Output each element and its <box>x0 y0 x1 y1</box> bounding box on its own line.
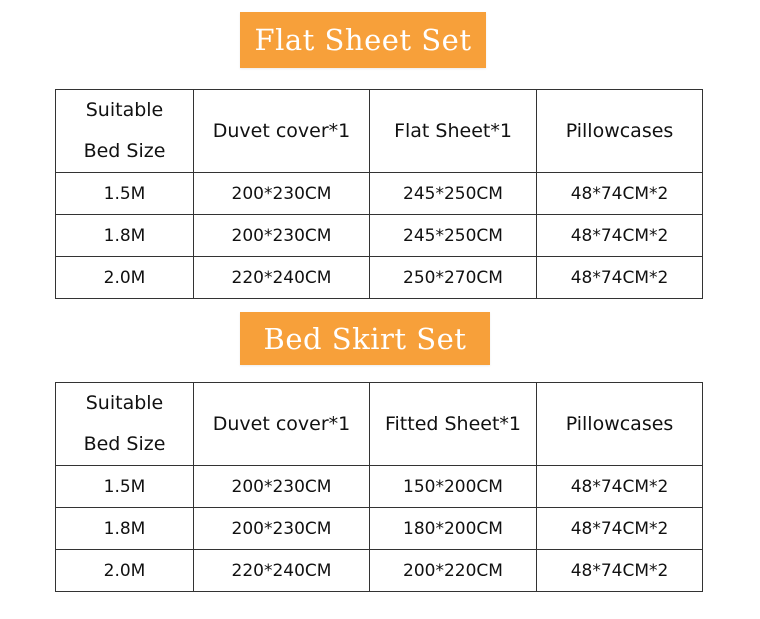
table-cell: 1.8M <box>56 508 194 550</box>
table-cell: 200*230CM <box>194 466 370 508</box>
table-cell: 2.0M <box>56 550 194 592</box>
header-duvet-cover: Duvet cover*1 <box>194 90 370 173</box>
table-cell: 1.5M <box>56 173 194 215</box>
header-text: Suitable <box>85 392 164 414</box>
table-cell: 220*240CM <box>194 550 370 592</box>
header-pillowcases: Pillowcases <box>537 90 703 173</box>
table-cell: 48*74CM*2 <box>537 466 703 508</box>
table-cell: 245*250CM <box>370 215 537 257</box>
table-row <box>56 173 703 215</box>
table-cell: 1.5M <box>56 466 194 508</box>
header-text: Bed Size <box>83 140 166 162</box>
header-fitted-sheet: Fitted Sheet*1 <box>370 383 537 466</box>
flat-sheet-set-banner <box>240 12 486 68</box>
table-cell: 250*270CM <box>370 257 537 299</box>
header-bed-size <box>56 383 194 466</box>
header-flat-sheet: Flat Sheet*1 <box>370 90 537 173</box>
table-cell: 200*230CM <box>194 173 370 215</box>
table-cell: 48*74CM*2 <box>537 173 703 215</box>
banner-title: Bed Skirt Set <box>263 321 467 356</box>
header-duvet-cover: Duvet cover*1 <box>194 383 370 466</box>
header-pillowcases: Pillowcases <box>537 383 703 466</box>
banner-title: Flat Sheet Set <box>254 23 472 57</box>
table-header-row <box>56 383 703 466</box>
table-cell: 200*230CM <box>194 508 370 550</box>
table-cell: 48*74CM*2 <box>537 508 703 550</box>
table-cell: 200*220CM <box>370 550 537 592</box>
header-text: Bed Size <box>83 433 166 455</box>
table-cell: 220*240CM <box>194 257 370 299</box>
table-row <box>56 550 703 592</box>
flat-sheet-size-table <box>55 89 703 299</box>
table-row <box>56 508 703 550</box>
header-text: Suitable <box>85 99 164 121</box>
bed-skirt-set-banner <box>240 312 490 365</box>
table-cell: 48*74CM*2 <box>537 215 703 257</box>
table-cell: 150*200CM <box>370 466 537 508</box>
table-cell: 180*200CM <box>370 508 537 550</box>
table-cell: 48*74CM*2 <box>537 550 703 592</box>
table-row <box>56 257 703 299</box>
table-cell: 1.8M <box>56 215 194 257</box>
bed-skirt-size-table <box>55 382 703 592</box>
table-cell: 48*74CM*2 <box>537 257 703 299</box>
table-row <box>56 466 703 508</box>
table-cell: 200*230CM <box>194 215 370 257</box>
table-cell: 2.0M <box>56 257 194 299</box>
table-header-row <box>56 90 703 173</box>
table-cell: 245*250CM <box>370 173 537 215</box>
table-row <box>56 215 703 257</box>
header-bed-size <box>56 90 194 173</box>
